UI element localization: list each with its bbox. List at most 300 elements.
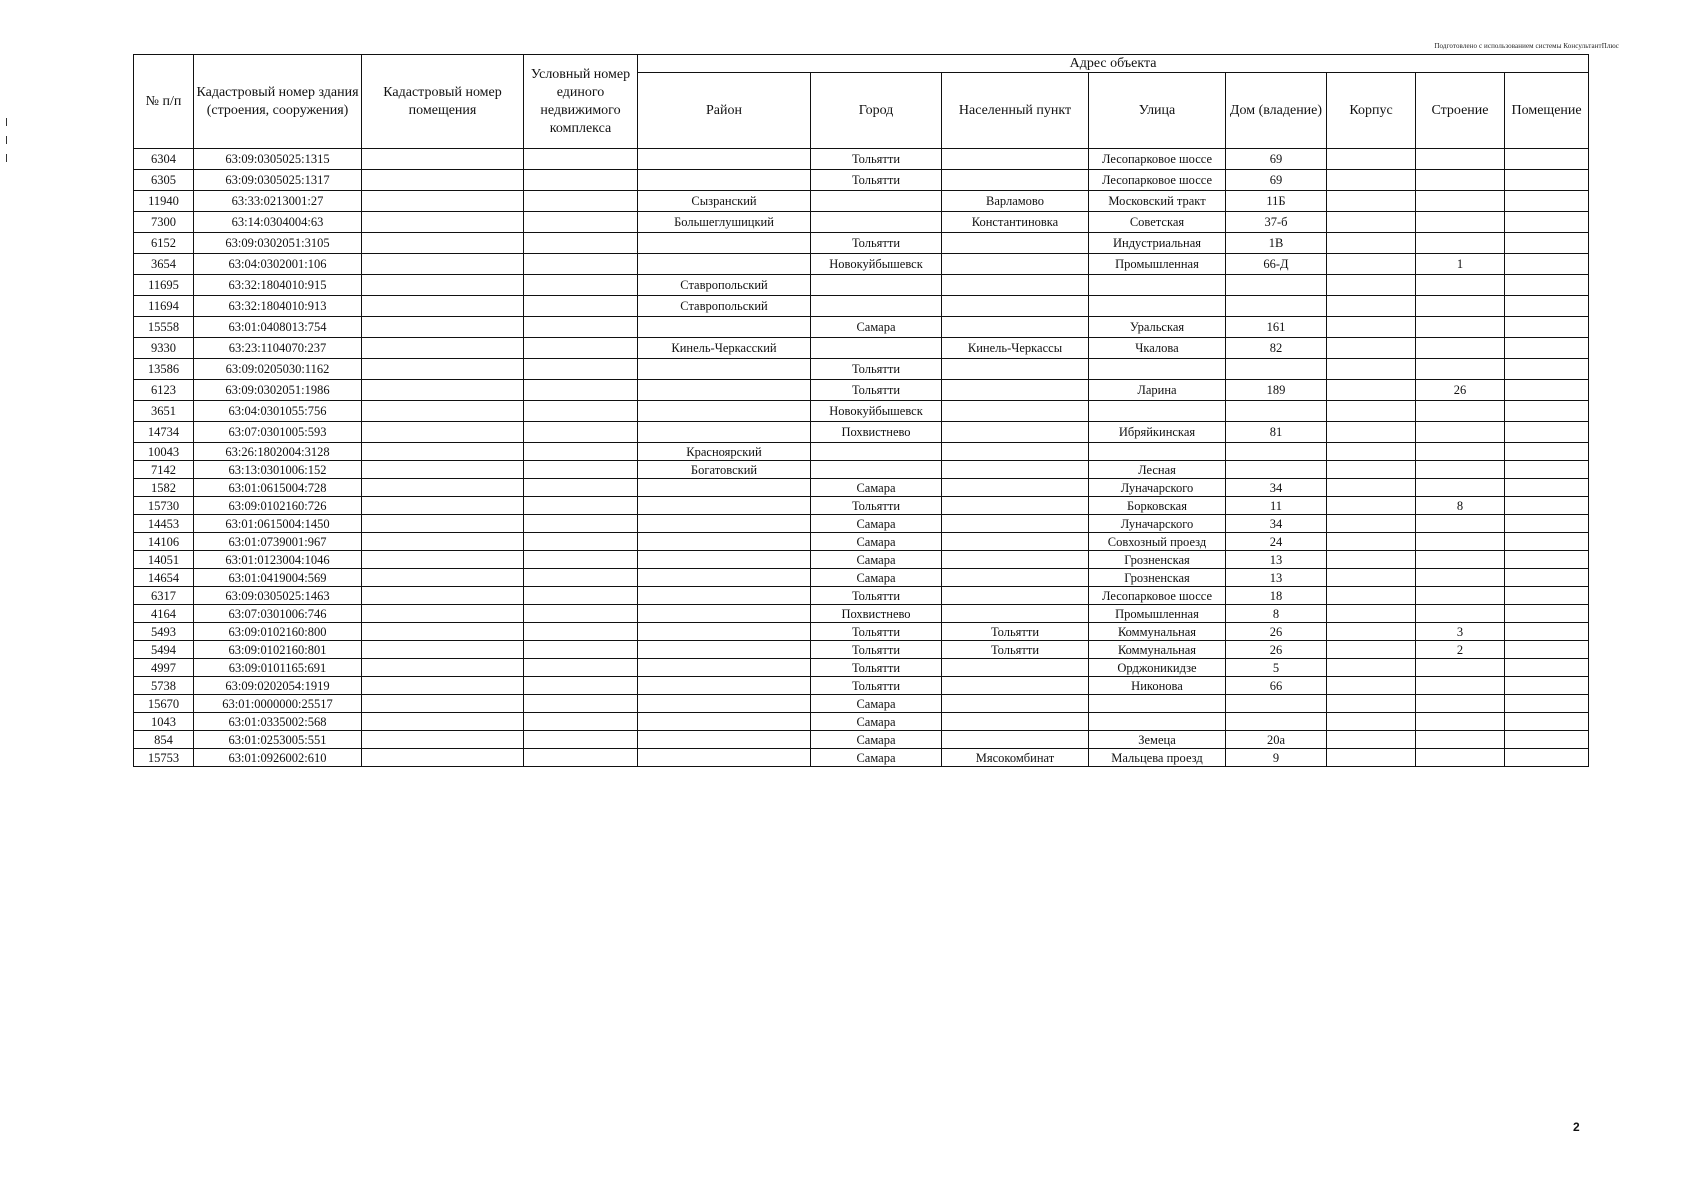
- cell-complex-number: [524, 254, 638, 275]
- cell-building-cadastral: 63:09:0302051:3105: [194, 233, 362, 254]
- cell-num: 11940: [134, 191, 194, 212]
- cell-room-cadastral: [362, 641, 524, 659]
- cell-house: 13: [1226, 569, 1327, 587]
- scan-side-marks: [4, 118, 10, 174]
- cell-room-cadastral: [362, 677, 524, 695]
- cell-complex-number: [524, 533, 638, 551]
- cell-stroenie: [1416, 317, 1505, 338]
- cell-stroenie: [1416, 569, 1505, 587]
- cell-num: 14654: [134, 569, 194, 587]
- cell-korpus: [1327, 605, 1416, 623]
- cell-street: Земеца: [1089, 731, 1226, 749]
- cell-house: 37-б: [1226, 212, 1327, 233]
- cell-complex-number: [524, 401, 638, 422]
- cell-district: [638, 731, 811, 749]
- cell-complex-number: [524, 515, 638, 533]
- table-row: [134, 695, 1589, 713]
- table-row: [134, 170, 1589, 191]
- table-row: [134, 677, 1589, 695]
- cell-complex-number: [524, 461, 638, 479]
- cell-building-cadastral: 63:01:0000000:25517: [194, 695, 362, 713]
- table-row: [134, 749, 1589, 767]
- cell-room-cadastral: [362, 296, 524, 317]
- cell-city: Тольятти: [811, 497, 942, 515]
- cell-room-cadastral: [362, 695, 524, 713]
- cell-stroenie: [1416, 713, 1505, 731]
- cell-korpus: [1327, 515, 1416, 533]
- cell-settlement: [942, 677, 1089, 695]
- cell-stroenie: 8: [1416, 497, 1505, 515]
- cell-room-cadastral: [362, 275, 524, 296]
- cell-complex-number: [524, 191, 638, 212]
- cell-building-cadastral: 63:01:0408013:754: [194, 317, 362, 338]
- cell-city: Тольятти: [811, 659, 942, 677]
- cell-building-cadastral: 63:07:0301006:746: [194, 605, 362, 623]
- cell-street: [1089, 296, 1226, 317]
- cell-num: 15670: [134, 695, 194, 713]
- cell-house: 81: [1226, 422, 1327, 443]
- cell-stroenie: [1416, 677, 1505, 695]
- cell-num: 15558: [134, 317, 194, 338]
- cell-room-cadastral: [362, 731, 524, 749]
- cell-house: 161: [1226, 317, 1327, 338]
- cell-pomeshchenie: [1505, 479, 1589, 497]
- cell-district: [638, 677, 811, 695]
- cell-korpus: [1327, 497, 1416, 515]
- cell-num: 15730: [134, 497, 194, 515]
- cell-korpus: [1327, 641, 1416, 659]
- cell-stroenie: [1416, 551, 1505, 569]
- cell-complex-number: [524, 641, 638, 659]
- table-row: [134, 401, 1589, 422]
- cell-korpus: [1327, 296, 1416, 317]
- cell-city: [811, 443, 942, 461]
- cell-korpus: [1327, 317, 1416, 338]
- cell-pomeshchenie: [1505, 749, 1589, 767]
- cell-house: [1226, 359, 1327, 380]
- cell-street: Орджоникидзе: [1089, 659, 1226, 677]
- cell-building-cadastral: 63:32:1804010:913: [194, 296, 362, 317]
- cell-city: Самара: [811, 479, 942, 497]
- cell-num: 14453: [134, 515, 194, 533]
- cell-num: 7300: [134, 212, 194, 233]
- cell-room-cadastral: [362, 569, 524, 587]
- cell-complex-number: [524, 749, 638, 767]
- cell-house: [1226, 713, 1327, 731]
- cell-num: 6152: [134, 233, 194, 254]
- cell-district: [638, 749, 811, 767]
- header-room-cadastral: Кадастровый номер помещения: [362, 55, 524, 149]
- cell-pomeshchenie: [1505, 623, 1589, 641]
- cell-district: [638, 401, 811, 422]
- cell-city: Тольятти: [811, 641, 942, 659]
- cell-korpus: [1327, 212, 1416, 233]
- cell-street: Никонова: [1089, 677, 1226, 695]
- cell-settlement: [942, 422, 1089, 443]
- cell-district: Сызранский: [638, 191, 811, 212]
- cell-room-cadastral: [362, 587, 524, 605]
- cell-num: 5494: [134, 641, 194, 659]
- cell-city: Тольятти: [811, 233, 942, 254]
- cell-complex-number: [524, 731, 638, 749]
- cell-pomeshchenie: [1505, 569, 1589, 587]
- table-row: [134, 149, 1589, 170]
- cell-stroenie: [1416, 695, 1505, 713]
- cell-complex-number: [524, 659, 638, 677]
- cell-house: 66-Д: [1226, 254, 1327, 275]
- cell-district: Большеглушицкий: [638, 212, 811, 233]
- cell-city: Самара: [811, 569, 942, 587]
- cell-pomeshchenie: [1505, 641, 1589, 659]
- header-settlement: Населенный пункт: [942, 73, 1089, 149]
- cell-district: Богатовский: [638, 461, 811, 479]
- cell-district: Кинель-Черкасский: [638, 338, 811, 359]
- cell-room-cadastral: [362, 359, 524, 380]
- cell-building-cadastral: 63:14:0304004:63: [194, 212, 362, 233]
- cell-num: 11694: [134, 296, 194, 317]
- cell-city: Тольятти: [811, 149, 942, 170]
- header-building-cadastral: Кадастровый номер здания (строения, сооружения): [194, 55, 362, 149]
- cell-house: 5: [1226, 659, 1327, 677]
- cell-settlement: [942, 254, 1089, 275]
- cell-korpus: [1327, 623, 1416, 641]
- cell-room-cadastral: [362, 254, 524, 275]
- cell-complex-number: [524, 338, 638, 359]
- cell-city: Тольятти: [811, 380, 942, 401]
- cell-settlement: [942, 497, 1089, 515]
- cell-num: 14106: [134, 533, 194, 551]
- cell-street: Грозненская: [1089, 569, 1226, 587]
- cell-settlement: [942, 605, 1089, 623]
- cell-city: Самара: [811, 731, 942, 749]
- cell-room-cadastral: [362, 515, 524, 533]
- cell-settlement: [942, 533, 1089, 551]
- cell-street: Луначарского: [1089, 479, 1226, 497]
- table-row: [134, 551, 1589, 569]
- cell-house: [1226, 461, 1327, 479]
- table-row: [134, 569, 1589, 587]
- cell-street: Луначарского: [1089, 515, 1226, 533]
- cell-settlement: [942, 380, 1089, 401]
- cell-room-cadastral: [362, 212, 524, 233]
- cell-house: 189: [1226, 380, 1327, 401]
- cell-street: [1089, 275, 1226, 296]
- cell-building-cadastral: 63:09:0102160:726: [194, 497, 362, 515]
- cell-city: [811, 296, 942, 317]
- cell-complex-number: [524, 443, 638, 461]
- cell-street: [1089, 443, 1226, 461]
- cell-building-cadastral: 63:09:0205030:1162: [194, 359, 362, 380]
- cell-street: Коммунальная: [1089, 641, 1226, 659]
- header-complex-number: Условный номер единого недвижимого комплекса: [524, 55, 638, 149]
- cell-korpus: [1327, 401, 1416, 422]
- cell-pomeshchenie: [1505, 533, 1589, 551]
- cell-settlement: [942, 731, 1089, 749]
- cell-korpus: [1327, 731, 1416, 749]
- cell-stroenie: [1416, 422, 1505, 443]
- cell-district: [638, 695, 811, 713]
- cell-korpus: [1327, 359, 1416, 380]
- table-row: [134, 233, 1589, 254]
- cell-stroenie: [1416, 515, 1505, 533]
- cell-complex-number: [524, 317, 638, 338]
- cell-building-cadastral: 63:01:0253005:551: [194, 731, 362, 749]
- cell-building-cadastral: 63:32:1804010:915: [194, 275, 362, 296]
- cell-room-cadastral: [362, 461, 524, 479]
- cell-district: [638, 569, 811, 587]
- cell-pomeshchenie: [1505, 587, 1589, 605]
- cell-city: [811, 461, 942, 479]
- cell-district: [638, 641, 811, 659]
- header-korpus: Корпус: [1327, 73, 1416, 149]
- cell-settlement: [942, 296, 1089, 317]
- cell-room-cadastral: [362, 317, 524, 338]
- cell-room-cadastral: [362, 170, 524, 191]
- cell-settlement: [942, 587, 1089, 605]
- table-row: [134, 461, 1589, 479]
- cell-complex-number: [524, 170, 638, 191]
- cell-complex-number: [524, 359, 638, 380]
- cell-building-cadastral: 63:04:0302001:106: [194, 254, 362, 275]
- cell-house: [1226, 401, 1327, 422]
- cell-complex-number: [524, 149, 638, 170]
- cell-building-cadastral: 63:23:1104070:237: [194, 338, 362, 359]
- cell-pomeshchenie: [1505, 515, 1589, 533]
- cell-korpus: [1327, 677, 1416, 695]
- cell-num: 854: [134, 731, 194, 749]
- cell-stroenie: [1416, 479, 1505, 497]
- cell-num: 5493: [134, 623, 194, 641]
- cell-complex-number: [524, 605, 638, 623]
- cell-settlement: [942, 479, 1089, 497]
- cell-settlement: [942, 149, 1089, 170]
- cell-pomeshchenie: [1505, 359, 1589, 380]
- cell-korpus: [1327, 479, 1416, 497]
- cell-district: [638, 422, 811, 443]
- cell-settlement: [942, 401, 1089, 422]
- cell-num: 1043: [134, 713, 194, 731]
- table-row: [134, 731, 1589, 749]
- cell-num: 3654: [134, 254, 194, 275]
- cell-district: Ставропольский: [638, 296, 811, 317]
- cell-house: 34: [1226, 479, 1327, 497]
- cell-building-cadastral: 63:01:0926002:610: [194, 749, 362, 767]
- cell-settlement: [942, 359, 1089, 380]
- cell-num: 1582: [134, 479, 194, 497]
- cell-settlement: Кинель-Черкассы: [942, 338, 1089, 359]
- cell-city: Тольятти: [811, 587, 942, 605]
- cell-korpus: [1327, 461, 1416, 479]
- table-row: [134, 533, 1589, 551]
- cell-city: Самара: [811, 533, 942, 551]
- cell-city: Самара: [811, 713, 942, 731]
- cell-house: 8: [1226, 605, 1327, 623]
- cell-street: Мальцева проезд: [1089, 749, 1226, 767]
- cell-stroenie: [1416, 191, 1505, 212]
- table-row: [134, 275, 1589, 296]
- cell-room-cadastral: [362, 659, 524, 677]
- cell-stroenie: [1416, 587, 1505, 605]
- cell-settlement: [942, 515, 1089, 533]
- cell-num: 9330: [134, 338, 194, 359]
- cell-korpus: [1327, 587, 1416, 605]
- cell-building-cadastral: 63:26:1802004:3128: [194, 443, 362, 461]
- cell-house: 24: [1226, 533, 1327, 551]
- cell-stroenie: [1416, 749, 1505, 767]
- cell-settlement: [942, 170, 1089, 191]
- cell-pomeshchenie: [1505, 254, 1589, 275]
- cell-street: Лесопарковое шоссе: [1089, 587, 1226, 605]
- cell-street: Промышленная: [1089, 254, 1226, 275]
- cell-pomeshchenie: [1505, 443, 1589, 461]
- cell-complex-number: [524, 497, 638, 515]
- cell-korpus: [1327, 422, 1416, 443]
- cell-complex-number: [524, 275, 638, 296]
- cell-house: [1226, 695, 1327, 713]
- cell-stroenie: 1: [1416, 254, 1505, 275]
- cell-city: Тольятти: [811, 623, 942, 641]
- cell-house: 18: [1226, 587, 1327, 605]
- table-row: [134, 605, 1589, 623]
- cell-pomeshchenie: [1505, 659, 1589, 677]
- cell-pomeshchenie: [1505, 296, 1589, 317]
- cell-street: Борковская: [1089, 497, 1226, 515]
- cell-korpus: [1327, 170, 1416, 191]
- cell-num: 13586: [134, 359, 194, 380]
- table-row: [134, 497, 1589, 515]
- table-row: [134, 659, 1589, 677]
- cell-house: 69: [1226, 170, 1327, 191]
- cell-pomeshchenie: [1505, 170, 1589, 191]
- cell-building-cadastral: 63:01:0123004:1046: [194, 551, 362, 569]
- cell-district: [638, 533, 811, 551]
- cell-complex-number: [524, 623, 638, 641]
- cell-room-cadastral: [362, 191, 524, 212]
- cell-room-cadastral: [362, 479, 524, 497]
- table-row: [134, 296, 1589, 317]
- cell-house: 82: [1226, 338, 1327, 359]
- cell-district: [638, 497, 811, 515]
- cell-stroenie: [1416, 212, 1505, 233]
- page-number: 2: [1573, 1120, 1580, 1134]
- cell-num: 7142: [134, 461, 194, 479]
- cell-house: 26: [1226, 623, 1327, 641]
- header-district: Район: [638, 73, 811, 149]
- cell-korpus: [1327, 191, 1416, 212]
- cell-complex-number: [524, 695, 638, 713]
- cell-street: Лесопарковое шоссе: [1089, 149, 1226, 170]
- cell-district: [638, 149, 811, 170]
- cell-city: Похвистнево: [811, 422, 942, 443]
- cell-pomeshchenie: [1505, 275, 1589, 296]
- cell-korpus: [1327, 569, 1416, 587]
- cell-district: [638, 479, 811, 497]
- cell-pomeshchenie: [1505, 731, 1589, 749]
- cell-city: Самара: [811, 317, 942, 338]
- cell-pomeshchenie: [1505, 380, 1589, 401]
- cell-district: [638, 170, 811, 191]
- cell-city: Тольятти: [811, 677, 942, 695]
- cell-street: [1089, 695, 1226, 713]
- cell-room-cadastral: [362, 605, 524, 623]
- cell-district: [638, 587, 811, 605]
- table-row: [134, 479, 1589, 497]
- cell-complex-number: [524, 296, 638, 317]
- cell-city: Самара: [811, 695, 942, 713]
- cell-settlement: [942, 551, 1089, 569]
- cell-korpus: [1327, 149, 1416, 170]
- cell-settlement: Варламово: [942, 191, 1089, 212]
- cell-pomeshchenie: [1505, 695, 1589, 713]
- cell-house: 1В: [1226, 233, 1327, 254]
- cell-settlement: [942, 659, 1089, 677]
- cell-korpus: [1327, 713, 1416, 731]
- cell-pomeshchenie: [1505, 338, 1589, 359]
- cell-street: [1089, 401, 1226, 422]
- cell-pomeshchenie: [1505, 212, 1589, 233]
- cell-complex-number: [524, 233, 638, 254]
- table-header: [134, 55, 1589, 149]
- cell-korpus: [1327, 338, 1416, 359]
- cell-district: [638, 233, 811, 254]
- cell-city: [811, 191, 942, 212]
- cell-pomeshchenie: [1505, 317, 1589, 338]
- cell-house: 26: [1226, 641, 1327, 659]
- cell-num: 14051: [134, 551, 194, 569]
- cell-room-cadastral: [362, 338, 524, 359]
- cell-korpus: [1327, 551, 1416, 569]
- cell-city: Похвистнево: [811, 605, 942, 623]
- cell-district: [638, 713, 811, 731]
- cell-street: Коммунальная: [1089, 623, 1226, 641]
- cell-num: 14734: [134, 422, 194, 443]
- cell-complex-number: [524, 380, 638, 401]
- cell-street: [1089, 713, 1226, 731]
- cell-building-cadastral: 63:13:0301006:152: [194, 461, 362, 479]
- cell-building-cadastral: 63:01:0419004:569: [194, 569, 362, 587]
- cell-stroenie: [1416, 731, 1505, 749]
- cell-stroenie: [1416, 401, 1505, 422]
- cell-settlement: [942, 569, 1089, 587]
- cell-stroenie: [1416, 461, 1505, 479]
- cell-complex-number: [524, 422, 638, 443]
- cell-district: [638, 659, 811, 677]
- cell-pomeshchenie: [1505, 497, 1589, 515]
- cell-stroenie: [1416, 170, 1505, 191]
- table-row: [134, 338, 1589, 359]
- cell-stroenie: [1416, 275, 1505, 296]
- cell-building-cadastral: 63:09:0302051:1986: [194, 380, 362, 401]
- cell-stroenie: [1416, 533, 1505, 551]
- cell-street: Советская: [1089, 212, 1226, 233]
- cell-complex-number: [524, 569, 638, 587]
- cell-pomeshchenie: [1505, 149, 1589, 170]
- cell-korpus: [1327, 749, 1416, 767]
- cell-building-cadastral: 63:33:0213001:27: [194, 191, 362, 212]
- cell-korpus: [1327, 233, 1416, 254]
- cell-stroenie: [1416, 443, 1505, 461]
- register-table: [133, 54, 1589, 767]
- header-num: № п/п: [134, 55, 194, 149]
- cell-stroenie: 2: [1416, 641, 1505, 659]
- table-row: [134, 587, 1589, 605]
- cell-stroenie: [1416, 149, 1505, 170]
- cell-building-cadastral: 63:09:0202054:1919: [194, 677, 362, 695]
- cell-street: Чкалова: [1089, 338, 1226, 359]
- cell-room-cadastral: [362, 233, 524, 254]
- cell-pomeshchenie: [1505, 233, 1589, 254]
- cell-pomeshchenie: [1505, 713, 1589, 731]
